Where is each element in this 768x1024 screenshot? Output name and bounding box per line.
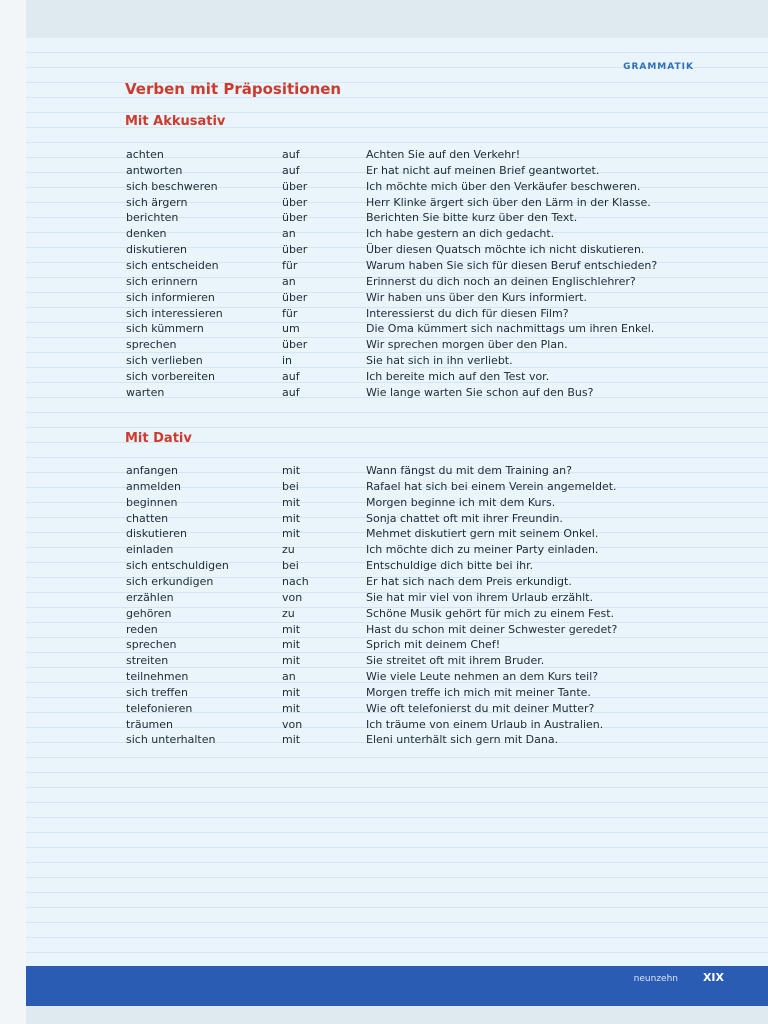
preposition-text: über: [282, 179, 308, 193]
page-left-margin: [0, 0, 26, 1024]
akkusativ-heading: Mit Akkusativ: [125, 114, 226, 129]
verb-text: antworten: [126, 163, 183, 177]
verb-text: sich erkundigen: [126, 574, 214, 588]
preposition-text: mit: [282, 701, 301, 715]
verb-text: warten: [126, 385, 165, 399]
preposition-text: zu: [282, 543, 295, 557]
example-sentence: Rafael hat sich bei einem Verein angemeldet.: [366, 479, 617, 493]
preposition-text: mit: [282, 685, 301, 699]
example-sentence: Sprich mit deinem Chef!: [366, 638, 501, 652]
verb-text: sich entscheiden: [126, 258, 219, 272]
preposition-text: mit: [282, 638, 301, 652]
example-sentence: Berichten Sie bitte kurz über den Text.: [366, 211, 578, 225]
verb-text: diskutieren: [126, 527, 187, 541]
preposition-text: über: [282, 195, 308, 209]
verb-text: sich treffen: [126, 685, 188, 699]
verb-text: sich kümmern: [126, 322, 204, 336]
example-sentence: Wir sprechen morgen über den Plan.: [366, 338, 568, 352]
example-sentence: Ich möchte mich über den Verkäufer beschweren.: [366, 179, 641, 193]
example-sentence: Wie viele Leute nehmen an dem Kurs teil?: [366, 670, 599, 684]
preposition-text: an: [282, 227, 296, 241]
preposition-text: an: [282, 274, 296, 288]
example-sentence: Sie hat sich in ihn verliebt.: [366, 354, 513, 368]
preposition-text: mit: [282, 464, 301, 477]
verb-text: sich erinnern: [126, 274, 198, 288]
preposition-text: bei: [282, 559, 299, 573]
verb-text: berichten: [126, 211, 179, 225]
verb-text: anfangen: [126, 464, 179, 477]
preposition-text: für: [282, 306, 298, 320]
preposition-text: über: [282, 290, 308, 304]
verb-text: gehören: [126, 606, 172, 620]
example-sentence: Eleni unterhält sich gern mit Dana.: [366, 733, 559, 747]
verb-text: chatten: [126, 511, 169, 525]
preposition-text: auf: [282, 148, 300, 161]
example-sentence: Achten Sie auf den Verkehr!: [366, 148, 521, 161]
example-sentence: Wie oft telefonierst du mit deiner Mutter?: [366, 701, 595, 715]
example-sentence: Warum haben Sie sich für diesen Beruf entschieden?: [366, 258, 658, 272]
verb-text: sich ärgern: [126, 195, 188, 209]
page-title: Verben mit Präpositionen: [125, 80, 342, 98]
example-sentence: Ich möchte dich zu meiner Party einladen.: [366, 543, 599, 557]
verb-text: sich verlieben: [126, 354, 203, 368]
example-sentence: Er hat nicht auf meinen Brief geantwortet.: [366, 163, 600, 177]
verb-text: sprechen: [126, 638, 177, 652]
preposition-text: um: [282, 322, 300, 336]
verb-text: sich beschweren: [126, 179, 218, 193]
preposition-text: auf: [282, 369, 300, 383]
preposition-text: in: [282, 354, 293, 368]
example-sentence: Sie streitet oft mit ihrem Bruder.: [366, 654, 545, 668]
verb-text: telefonieren: [126, 701, 193, 715]
verb-text: sprechen: [126, 338, 177, 352]
preposition-text: nach: [282, 574, 309, 588]
example-sentence: Er hat sich nach dem Preis erkundigt.: [366, 574, 572, 588]
preposition-text: für: [282, 258, 298, 272]
preposition-text: an: [282, 670, 296, 684]
page-footer: [26, 966, 768, 1006]
example-sentence: Ich bereite mich auf den Test vor.: [366, 369, 550, 383]
preposition-text: auf: [282, 163, 300, 177]
preposition-text: mit: [282, 654, 301, 668]
example-sentence: Herr Klinke ärgert sich über den Lärm in der Klasse.: [366, 195, 651, 209]
preposition-text: zu: [282, 606, 295, 620]
verb-text: streiten: [126, 654, 169, 668]
example-sentence: Sie hat mir viel von ihrem Urlaub erzählt.: [366, 590, 593, 604]
preposition-text: mit: [282, 622, 301, 636]
verb-text: sich unterhalten: [126, 733, 216, 747]
example-sentence: Morgen treffe ich mich mit meiner Tante.: [366, 685, 591, 699]
verb-text: teilnehmen: [126, 670, 189, 684]
section-label: GRAMMATIK: [623, 62, 694, 72]
example-sentence: Morgen beginne ich mit dem Kurs.: [366, 495, 556, 509]
example-sentence: Wir haben uns über den Kurs informiert.: [366, 290, 587, 304]
verb-text: einladen: [126, 543, 174, 557]
verb-text: sich vorbereiten: [126, 369, 215, 383]
page-number-word: neunzehn: [633, 974, 678, 984]
verb-text: erzählen: [126, 590, 174, 604]
example-sentence: Interessierst du dich für diesen Film?: [366, 306, 569, 320]
preposition-text: von: [282, 590, 303, 604]
preposition-text: auf: [282, 385, 300, 399]
example-sentence: Über diesen Quatsch möchte ich nicht diskutieren.: [366, 243, 645, 257]
dativ-heading: Mit Dativ: [125, 431, 192, 446]
page-number: XIX: [702, 971, 724, 984]
verb-text: achten: [126, 148, 164, 161]
example-sentence: Mehmet diskutiert gern mit seinem Onkel.: [366, 527, 599, 541]
preposition-text: über: [282, 211, 308, 225]
example-sentence: Wann fängst du mit dem Training an?: [366, 464, 572, 477]
example-sentence: Sonja chattet oft mit ihrer Freundin.: [366, 511, 563, 525]
example-sentence: Ich habe gestern an dich gedacht.: [366, 227, 555, 241]
verb-text: sich informieren: [126, 290, 215, 304]
example-sentence: Erinnerst du dich noch an deinen Englischlehrer?: [366, 274, 636, 288]
preposition-text: mit: [282, 527, 301, 541]
example-sentence: Die Oma kümmert sich nachmittags um ihren Enkel.: [366, 322, 655, 336]
verb-text: anmelden: [126, 479, 181, 493]
verb-text: denken: [126, 227, 167, 241]
preposition-text: über: [282, 243, 308, 257]
example-sentence: Schöne Musik gehört für mich zu einem Fest.: [366, 606, 615, 620]
verb-text: sich interessieren: [126, 306, 223, 320]
preposition-text: von: [282, 717, 303, 731]
preposition-text: bei: [282, 479, 299, 493]
verb-text: diskutieren: [126, 243, 187, 257]
verb-text: beginnen: [126, 495, 178, 509]
example-sentence: Wie lange warten Sie schon auf den Bus?: [366, 385, 594, 399]
example-sentence: Entschuldige dich bitte bei ihr.: [366, 559, 534, 573]
preposition-text: mit: [282, 733, 301, 747]
preposition-text: mit: [282, 495, 301, 509]
verb-text: sich entschuldigen: [126, 559, 229, 573]
verb-text: reden: [126, 622, 158, 636]
example-sentence: Ich träume von einem Urlaub in Australien.: [366, 717, 604, 731]
preposition-text: mit: [282, 511, 301, 525]
example-sentence: Hast du schon mit deiner Schwester geredet?: [366, 622, 618, 636]
preposition-text: über: [282, 338, 308, 352]
verb-text: träumen: [126, 717, 174, 731]
